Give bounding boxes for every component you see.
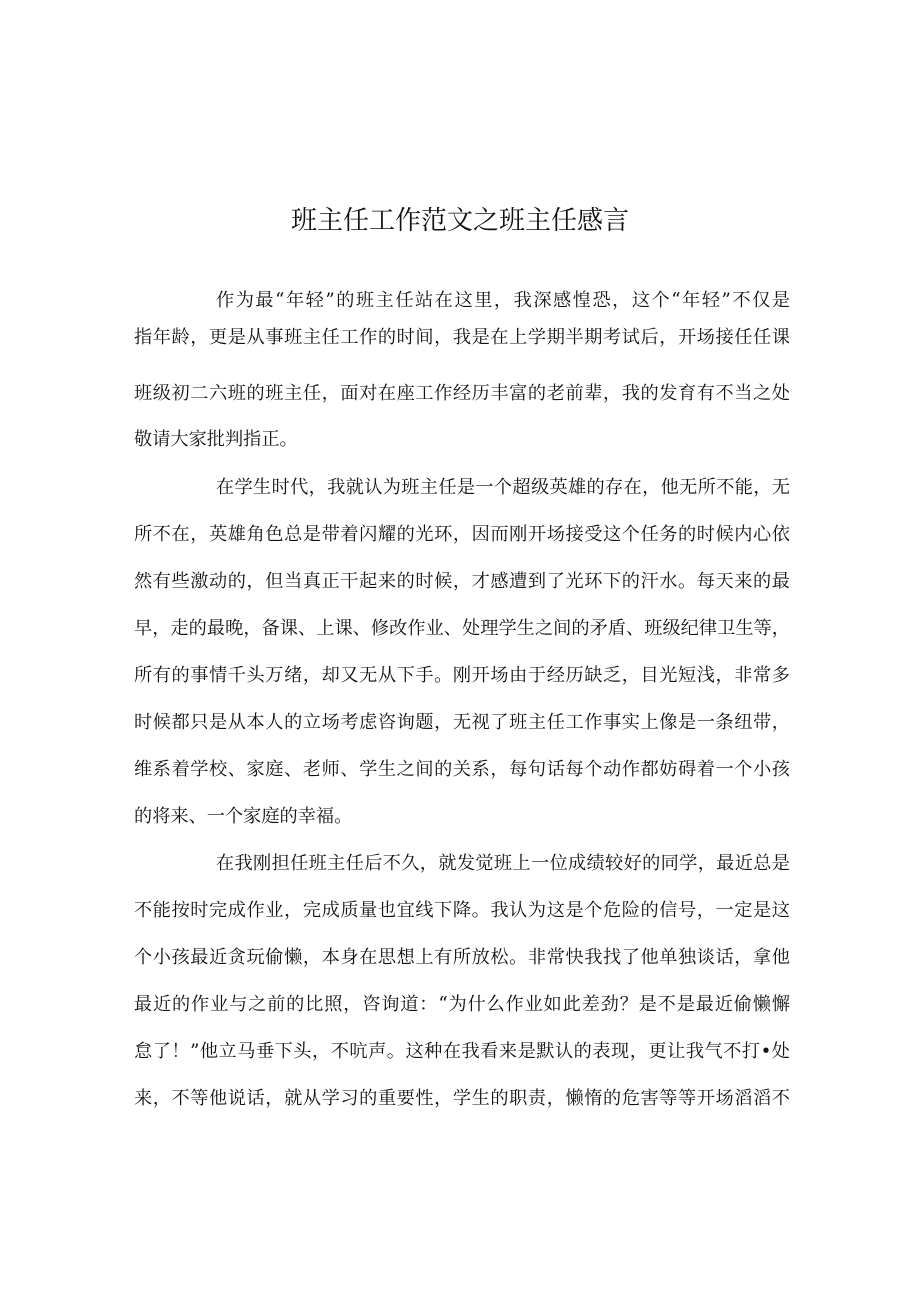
paragraph-2-line-8: 的将来、一个家庭的幸福。 [134, 806, 353, 827]
paragraph-3-line-6: 来，不等他说话，就从学习的重要性，学生的职责，懒惰的危害等等开场滔滔不 [134, 1088, 790, 1109]
paragraph-3-line-3: 个小孩最近贪玩偷懒，本身在思想上有所放松。非常快我找了他单独谈话，拿他 [134, 947, 790, 968]
paragraph-3-line-2: 不能按时完成作业，完成质量也宜线下降。我认为这是个危险的信号，一定是这 [134, 900, 790, 921]
paragraph-3-line-1: 在我刚担任班主任后不久，就发觉班上一位成绩较好的同学，最近总是 [216, 853, 790, 874]
paragraph-1-line-2: 指年龄，更是从事班主任工作的时间，我是在上学期半期考试后，开场接任任课 [134, 327, 790, 348]
document-title: 班主任工作范文之班主任感言 [290, 206, 629, 236]
paragraph-2-line-4: 早，走的最晚，备课、上课、修改作业、处理学生之间的矛盾、班级纪律卫生等， [134, 618, 790, 639]
paragraph-1-line-4: 敬请大家批判指正。 [134, 429, 298, 450]
paragraph-2-line-7: 维系着学校、家庭、老师、学生之间的关系，每句话每个动作都妨碍着一个小孩 [134, 759, 790, 780]
paragraph-2-line-2: 所不在，英雄角色总是带着闪耀的光环，因而刚开场接受这个任务的时候内心依 [134, 524, 790, 545]
paragraph-1-line-1: 作为最“年轻”的班主任站在这里，我深感惶恐，这个“年轻”不仅是 [216, 290, 790, 311]
paragraph-2-line-6: 时候都只是从本人的立场考虑咨询题，无视了班主任工作事实上像是一条纽带， [134, 712, 790, 733]
paragraph-3-line-4: 最近的作业与之前的比照，咨询道：“为什么作业如此差劲？是不是最近偷懒懈 [134, 994, 790, 1015]
paragraph-2-line-5: 所有的事情千头万绪，却又无从下手。刚开场由于经历缺乏，目光短浅，非常多 [134, 665, 790, 686]
paragraph-2-line-3: 然有些激动的，但当真正干起来的时候，才感遭到了光环下的汗水。每天来的最 [134, 571, 790, 592]
paragraph-1-line-3: 班级初二六班的班主任，面对在座工作经历丰富的老前辈，我的发育有不当之处 [134, 383, 790, 404]
paragraph-3-line-5: 怠了！”他立马垂下头，不吭声。这种在我看来是默认的表现，更让我气不打•处 [134, 1041, 790, 1062]
paragraph-2-line-1: 在学生时代，我就认为班主任是一个超级英雄的存在，他无所不能，无 [216, 477, 790, 498]
